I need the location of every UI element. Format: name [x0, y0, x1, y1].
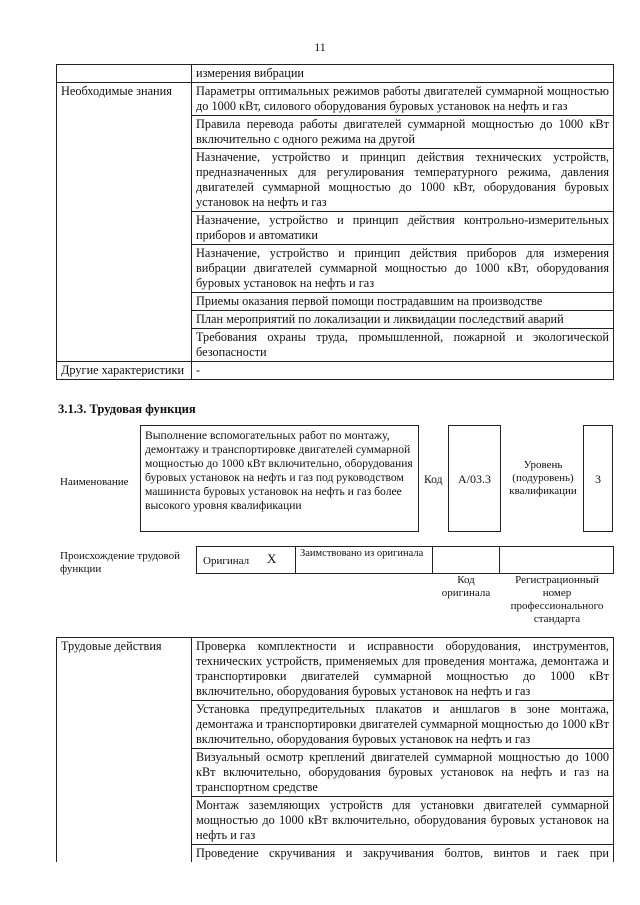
reg-number-caption: Регистрационный номер профессионального стандарта — [510, 574, 604, 625]
code-original-caption: Код оригинала — [441, 574, 491, 599]
table-row — [57, 83, 614, 116]
other-characteristics-label: Другие характеристики — [57, 362, 192, 380]
original-cell — [196, 546, 296, 574]
measurement-cell: измерения вибрации — [192, 65, 614, 83]
actions-label: Трудовые действия — [57, 638, 192, 863]
origin-label: Происхождение трудовой функции — [60, 550, 181, 575]
reg-number-cell — [499, 546, 614, 574]
table-row — [57, 638, 614, 701]
action-item: Проверка комплектности и исправности оборудования, инструментов, технических устройств, применяемых для проведения монтажа, демонтажа и транспортировки двигателей суммарной мощностью до 1000 кВт включительно, оборудования буровых установок на нефть и газ — [192, 638, 614, 701]
level-value-box: 3 — [583, 425, 613, 532]
table-row — [57, 65, 614, 83]
knowledge-item: Приемы оказания первой помощи пострадавшим на производстве — [192, 293, 614, 311]
action-item: Установка предупредительных плакатов и аншлагов в зоне монтажа, демонтажа и транспортировки двигателей суммарной мощностью до 1000 кВт включительно, оборудования буровых установок на нефть и газ — [192, 701, 614, 749]
name-label: Наименование — [60, 476, 129, 488]
knowledge-item: План мероприятий по локализации и ликвидации последствий аварий — [192, 311, 614, 329]
code-value-box: А/03.3 — [448, 425, 501, 532]
knowledge-item: Назначение, устройство и принцип действия приборов для измерения вибрации двигателей суммарной мощностью до 1000 кВт, оборудования буровых установок на нефть и газ — [192, 245, 614, 293]
knowledge-item: Правила перевода работы двигателей суммарной мощностью до 1000 кВт включительно с одного режима на другой — [192, 116, 614, 149]
knowledge-label: Необходимые знания — [57, 83, 192, 362]
action-item: Проведение скручивания и закручивания болтов, винтов и гаек при — [192, 845, 614, 863]
knowledge-item: Параметры оптимальных режимов работы двигателей суммарной мощностью до 1000 кВт, силового оборудования буровых установок на нефть и газ — [192, 83, 614, 116]
other-characteristics-value: - — [192, 362, 614, 380]
knowledge-table — [56, 64, 614, 380]
original-mark: X — [267, 551, 277, 566]
code-label: Код — [424, 473, 443, 486]
knowledge-item: Назначение, устройство и принцип действия технических устройств, предназначенных для регулирования температурного режима, давления двигателей суммарной мощностью до 1000 кВт, оборудования буровых установок на нефть и газ — [192, 149, 614, 212]
action-item: Монтаж заземляющих устройств для установки двигателей суммарной мощностью до 1000 кВт включительно, оборудования буровых установок на нефть и газ — [192, 797, 614, 845]
function-name-box: Выполнение вспомогательных работ по монтажу, демонтажу и транспортировке двигателей суммарной мощностью до 1000 кВт включительно, оборудования буровых установок на нефть и газ под руководством машиниста буровых установок на нефть и газ более высокого уровня квалификации — [140, 425, 419, 532]
empty-label-cell — [57, 65, 192, 83]
action-item: Визуальный осмотр креплений двигателей суммарной мощностью до 1000 кВт включительно, оборудования буровых установок на нефть и газ на транспортном средстве — [192, 749, 614, 797]
page-number: 11 — [314, 40, 326, 54]
knowledge-item: Требования охраны труда, промышленной, пожарной и экологической безопасности — [192, 329, 614, 362]
table-row — [57, 362, 614, 380]
borrowed-cell: Заимствовано из оригинала — [295, 546, 433, 574]
knowledge-item: Назначение, устройство и принцип действия контрольно-измерительных приборов и автоматики — [192, 212, 614, 245]
level-label: Уровень (подуровень) квалификации — [509, 459, 577, 497]
code-original-cell — [432, 546, 500, 574]
actions-table — [56, 637, 614, 862]
section-heading: 3.1.3. Трудовая функция — [58, 402, 196, 416]
original-label: Оригинал — [203, 555, 250, 567]
